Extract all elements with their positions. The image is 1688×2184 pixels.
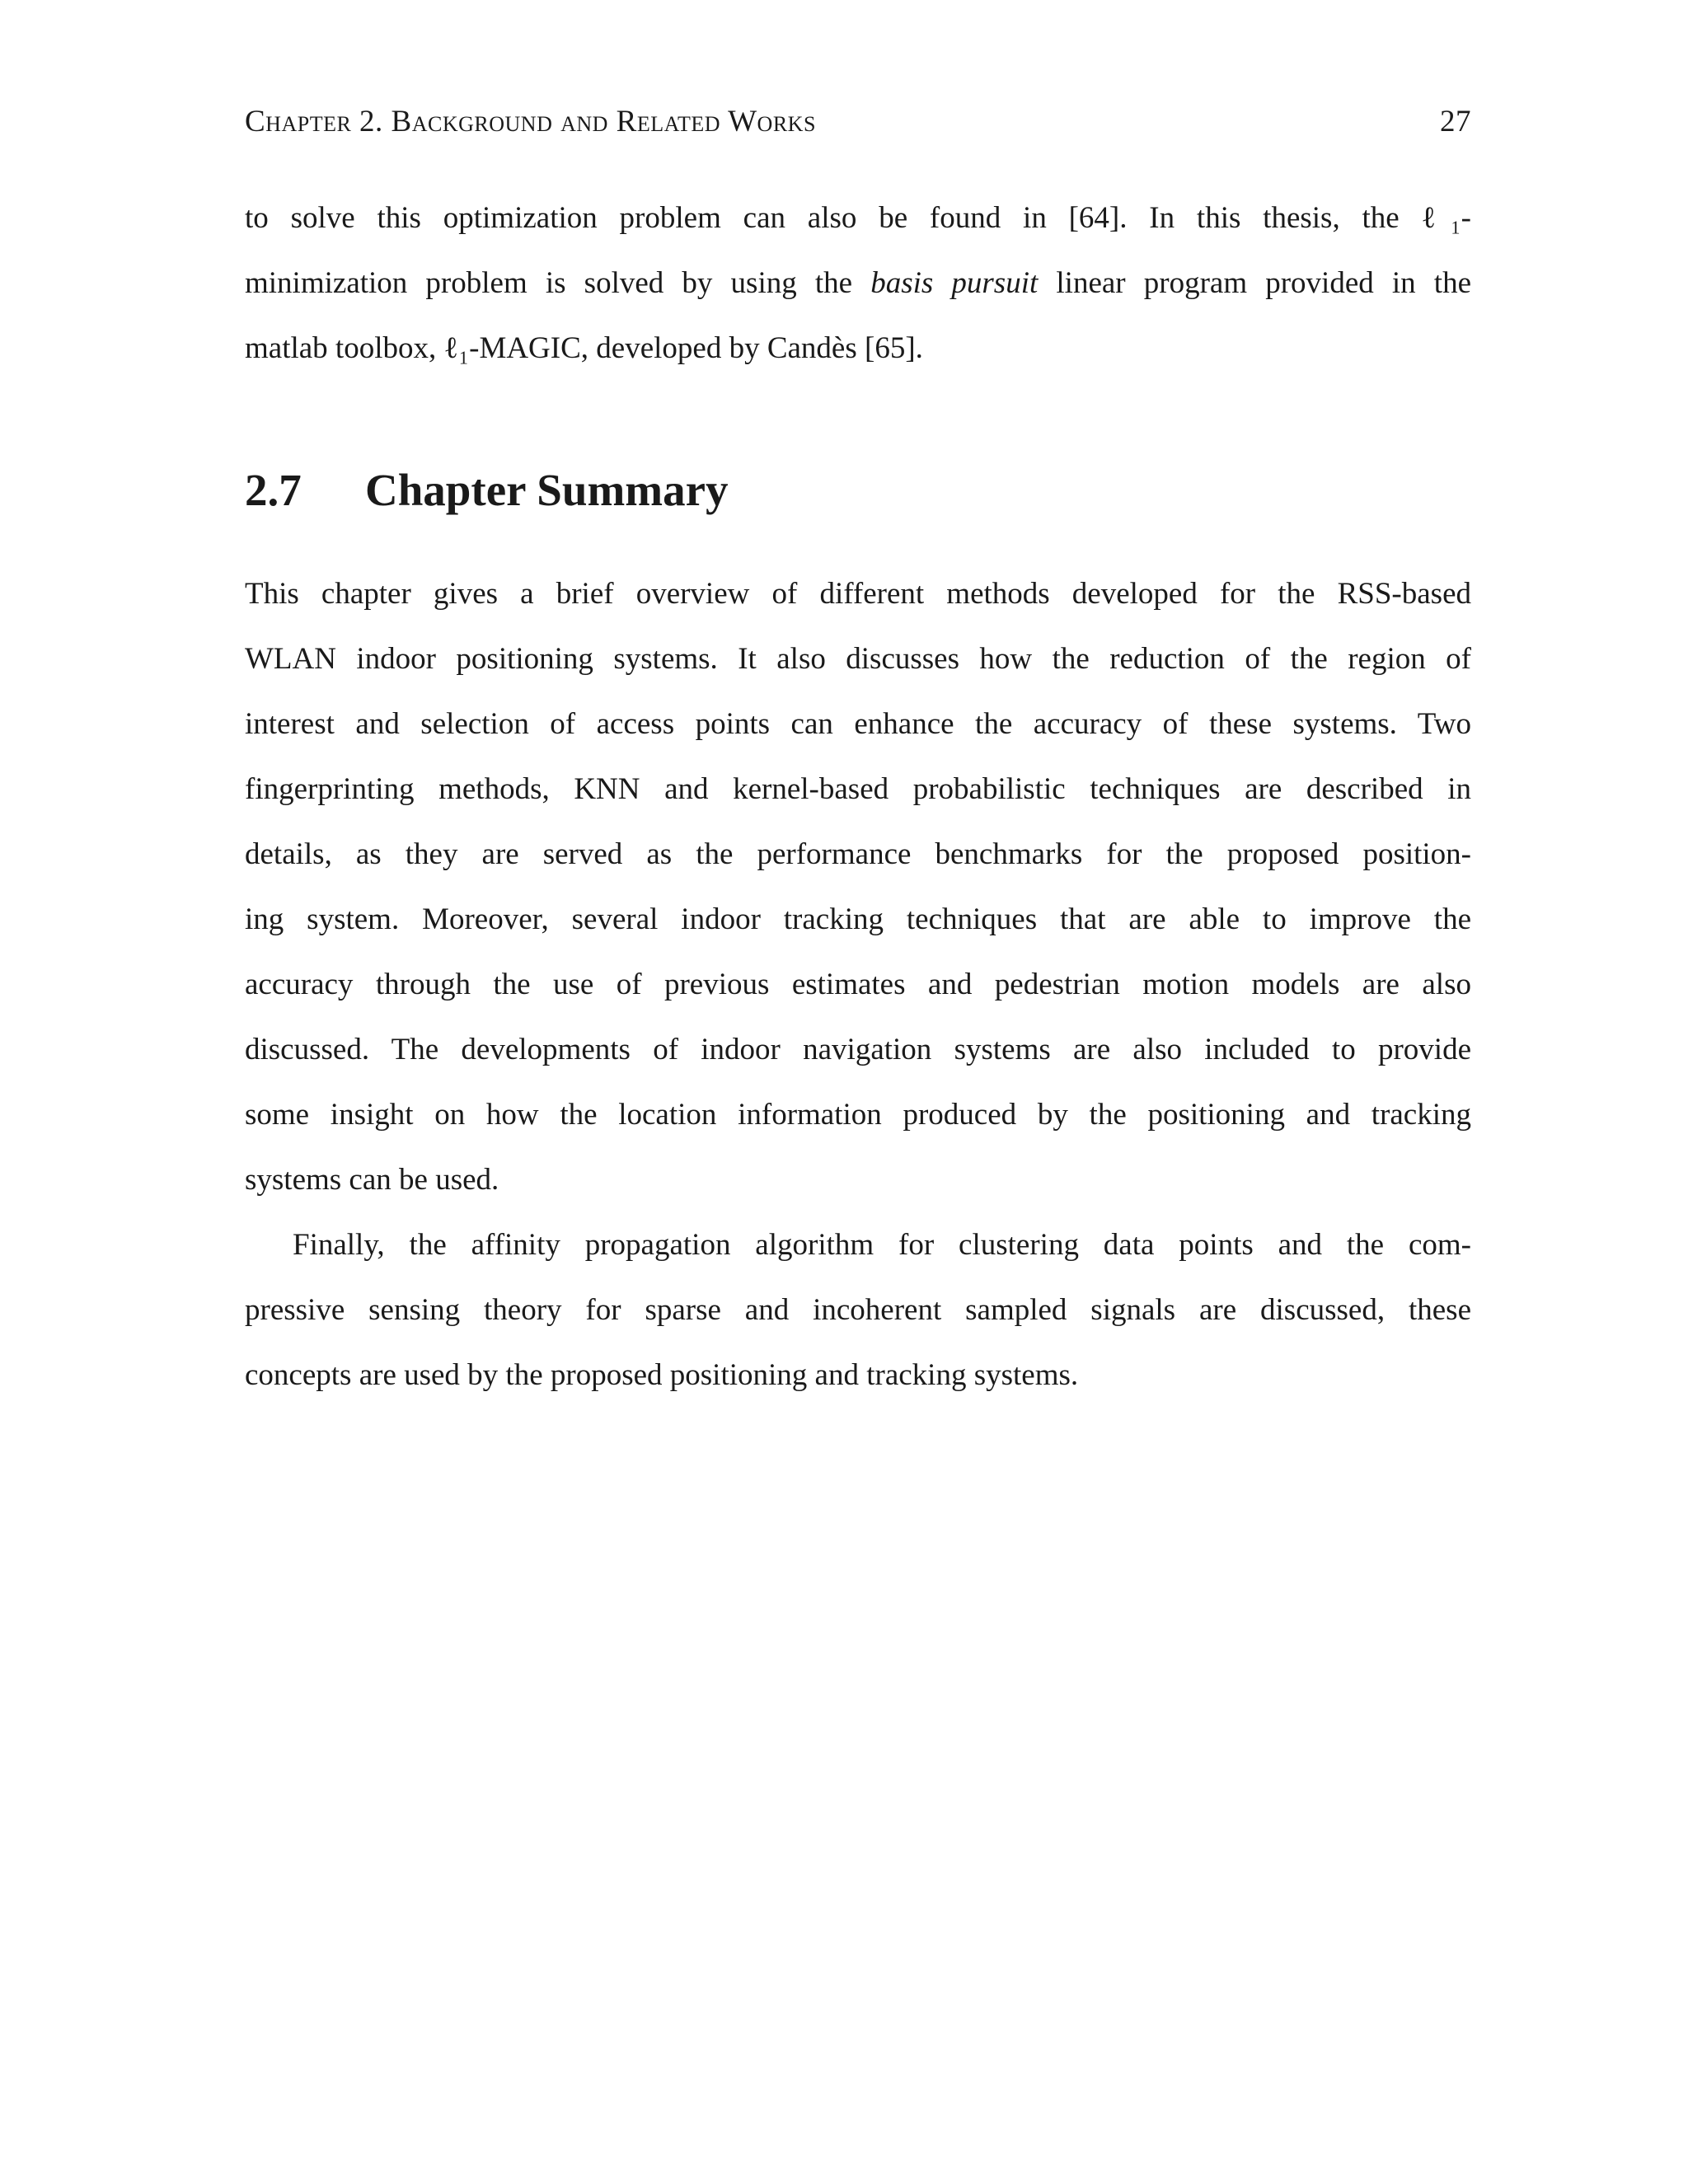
page-number: 27 [1440,105,1471,138]
paragraph-line: Finally, the affinity propagation algorithm for clustering data points and the com- [293,1228,1471,1262]
running-header [245,97,1471,147]
paragraph-line: interest and selection of access points can enhance the accuracy of these systems. Two [245,707,1471,741]
chapter-header-label: Chapter 2. Background and Related Works [245,105,816,138]
section-number: 2.7 [245,465,302,515]
line-text: linear program provided in the [1038,266,1471,300]
paragraph-line: to solve this optimization problem can also be found in [64]. In this thesis, the ℓ₁- [245,201,1471,235]
section-heading [245,457,729,523]
paragraph-line: This chapter gives a brief overview of different methods developed for the RSS-based [245,577,1471,611]
paragraph-line: fingerprinting methods, KNN and kernel-based probabilistic techniques are described in [245,772,1471,806]
continuation-paragraph [245,185,1471,381]
paragraph-line: ing system. Moreover, several indoor tracking techniques that are able to improve the [245,902,1471,936]
line-text: minimization problem is solved by using the [245,266,871,300]
paragraph-line: systems can be used. [245,1163,499,1197]
paragraph-line: WLAN indoor positioning systems. It also discusses how the reduction of the region of [245,642,1471,676]
emphasized-term: basis pursuit [870,266,1039,300]
paragraph-line [245,251,1471,316]
paragraph-line: matlab toolbox, ℓ₁-MAGIC, developed by Candès [65]. [245,331,923,365]
paragraph-line: accuracy through the use of previous estimates and pedestrian motion models are also [245,968,1471,1001]
paragraph-line: pressive sensing theory for sparse and incoherent sampled signals are discussed, these [245,1293,1471,1327]
paragraph-line: some insight on how the location information produced by the positioning and tracking [245,1098,1471,1132]
paragraph-line: concepts are used by the proposed positioning and tracking systems. [245,1358,1079,1392]
paragraph-line: discussed. The developments of indoor navigation systems are also included to provide [245,1033,1471,1066]
section-title: Chapter Summary [365,465,729,515]
summary-text [245,561,1471,1408]
paragraph-line: details, as they are served as the performance benchmarks for the proposed position- [245,837,1471,871]
